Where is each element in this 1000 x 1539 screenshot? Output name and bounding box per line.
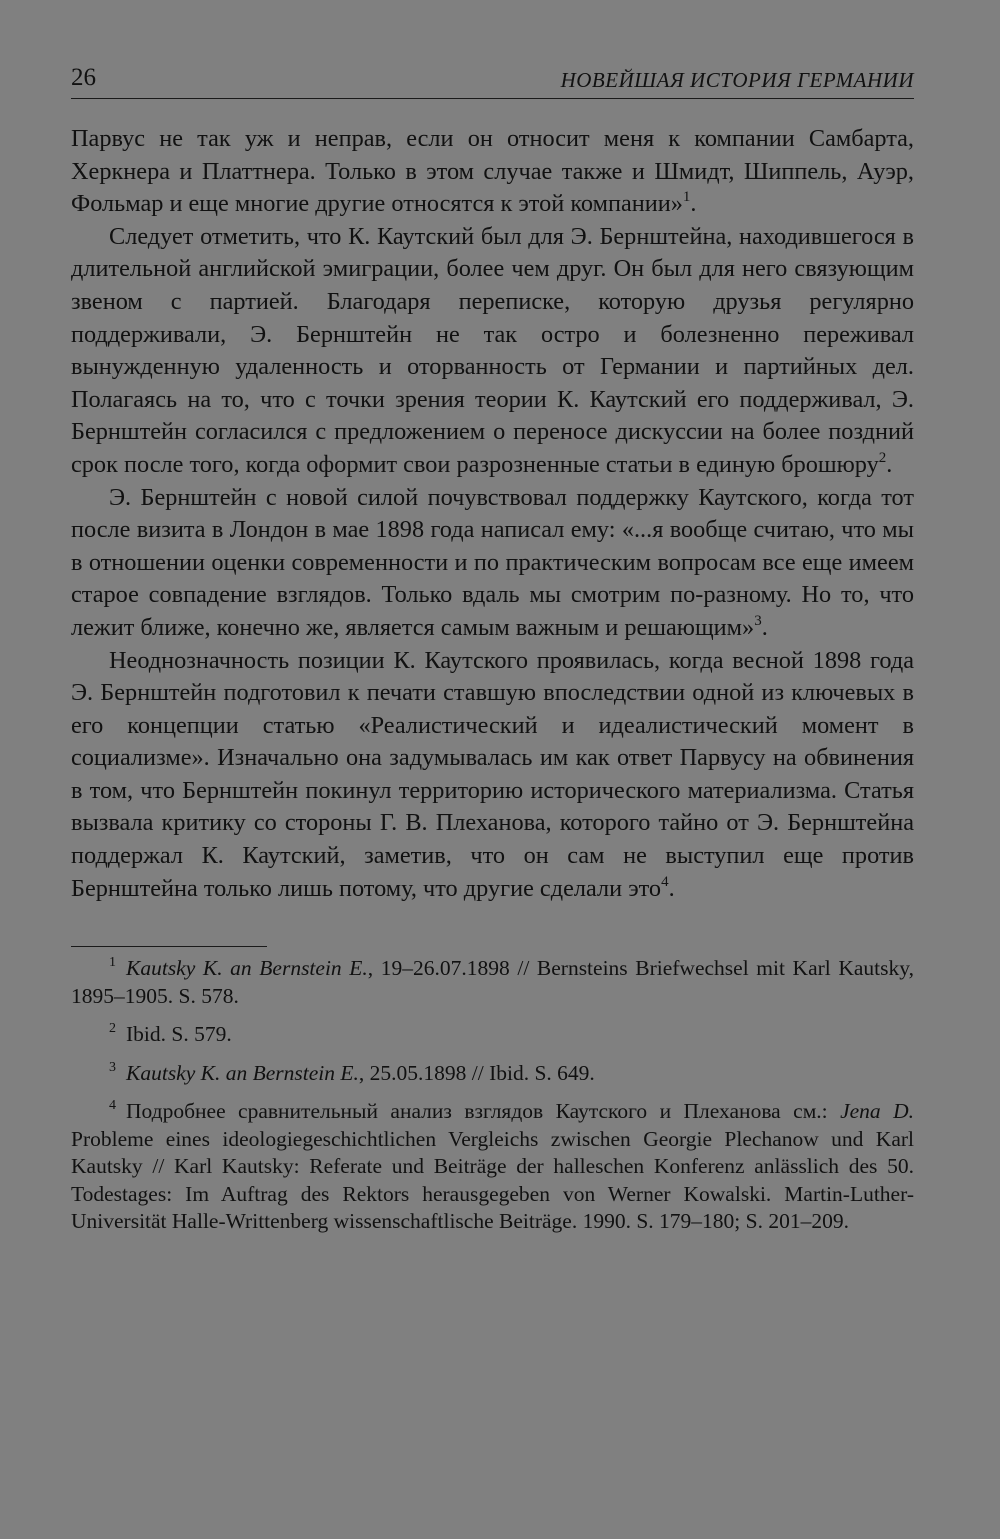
paragraph-text: Следует отметить, что К. Каутский был для Э. Бернштейна, находившегося в длительной английской эмиграции, более чем друг. Он был для него связующим звеном с партией. Благодаря переписке, которую друзья регулярно поддерживали, Э. Бернштейн не так остро и болезненно переживал вынужденную удаленность и оторванность от Германии и партийных дел. Полагаясь на то, что с точки зрения теории К. Каутский его поддерживал, Э. Бернштейн согласился с предложением о переносе дискуссии на более поздний срок после того, когда оформит свои разрозненные статьи в единую брошюру: [71, 222, 914, 478]
footnote-divider: [71, 946, 267, 947]
paragraph: [71, 482, 914, 645]
paragraph: [71, 645, 914, 906]
running-title: НОВЕЙШАЯ ИСТОРИЯ ГЕРМАНИИ: [560, 68, 914, 92]
paragraph-tail: .: [690, 190, 697, 218]
paragraph-text: Парвус не так уж и неправ, если он относит меня к компании Самбарта, Херкнера и Платтнера. Только в этом случае также и Шмидт, Шиппель, Ауэр, Фольмар и еще многие другие относятся к этой компании»: [71, 125, 914, 218]
footnote-author: Jena D.: [840, 1099, 914, 1124]
footnote-ref: 3: [754, 612, 762, 629]
footnote-ref: 1: [682, 189, 691, 206]
footnote-number: 4: [109, 1098, 116, 1114]
book-page: [71, 62, 914, 1247]
footnote-author: Kautsky K. an Bernstein E.: [126, 1060, 359, 1085]
page-number: 26: [71, 64, 96, 91]
footnote-number: 1: [109, 955, 116, 971]
footnote-lead: Подробнее сравнительный анализ взглядов Каутского и Плеханова см.:: [126, 1099, 841, 1124]
footnote-number: 2: [109, 1021, 116, 1037]
paragraph-tail: .: [886, 450, 893, 478]
paragraph-tail: .: [668, 874, 675, 902]
footnote-ref: 2: [878, 449, 887, 466]
footnotes: [71, 955, 914, 1236]
paragraph-text: Э. Бернштейн с новой силой почувствовал поддержку Каутского, когда тот после визита в Лондон в мае 1898 года написал ему: «...я вообще считаю, что мы в отношении оценки современности и по практическим вопросам все еще имеем старое совпадение взглядов. Только вдаль мы смотрим по-разному. Но то, что лежит ближе, конечно же, является самым важным и решающим»: [71, 483, 914, 641]
footnote: [71, 955, 914, 1010]
footnote-text: , 19–26.07.1898 // Bernsteins Briefwechsel mit Karl Kautsky, 1895–1905. S. 578.: [71, 956, 914, 1008]
footnote-text: Ibid. S. 579.: [126, 1022, 232, 1047]
footnote: [71, 1021, 914, 1049]
page-header: [71, 62, 914, 99]
footnote-text: Probleme eines ideologiegeschichtlichen Vergleichs zwischen Georgie Plechanow und Karl Kautsky // Karl Kautsky: Referate und Beiträge der halleschen Konferenz anlässlich des 50. Todestages: Im Auftrag des Rektors herausgegeben von Werner Kowalski. Martin-Luther-Universität Halle-Writtenberg wissenschaftlische Beiträge. 1990. S. 179–180; S. 201–209.: [71, 1126, 914, 1234]
footnote-ref: 4: [661, 873, 669, 890]
paragraph-tail: .: [761, 613, 768, 641]
footnote: [71, 1098, 914, 1236]
paragraph-text: Неоднозначность позиции К. Каутского проявилась, когда весной 1898 года Э. Бернштейн подготовил к печати ставшую впоследствии одной из ключевых в его концепции статью «Реалистический и идеалистический момент в социализме». Изначально она задумывалась им как ответ Парвусу на обвинения в том, что Бернштейн покинул территорию исторического материализма. Статья вызвала критику со стороны Г. В. Плеханова, которого тайно от Э. Бернштейна поддержал К. Каутский, заметив, что он сам не выступил еще против Бернштейна только лишь потому, что другие сделали это: [71, 646, 914, 902]
paragraph: [71, 221, 914, 482]
body-text: [71, 123, 914, 905]
footnote-number: 3: [109, 1059, 116, 1075]
footnote-text: , 25.05.1898 // Ibid. S. 649.: [358, 1060, 595, 1085]
footnote-author: Kautsky K. an Bernstein E.: [126, 956, 368, 981]
footnote: [71, 1060, 914, 1088]
paragraph: [71, 123, 914, 221]
